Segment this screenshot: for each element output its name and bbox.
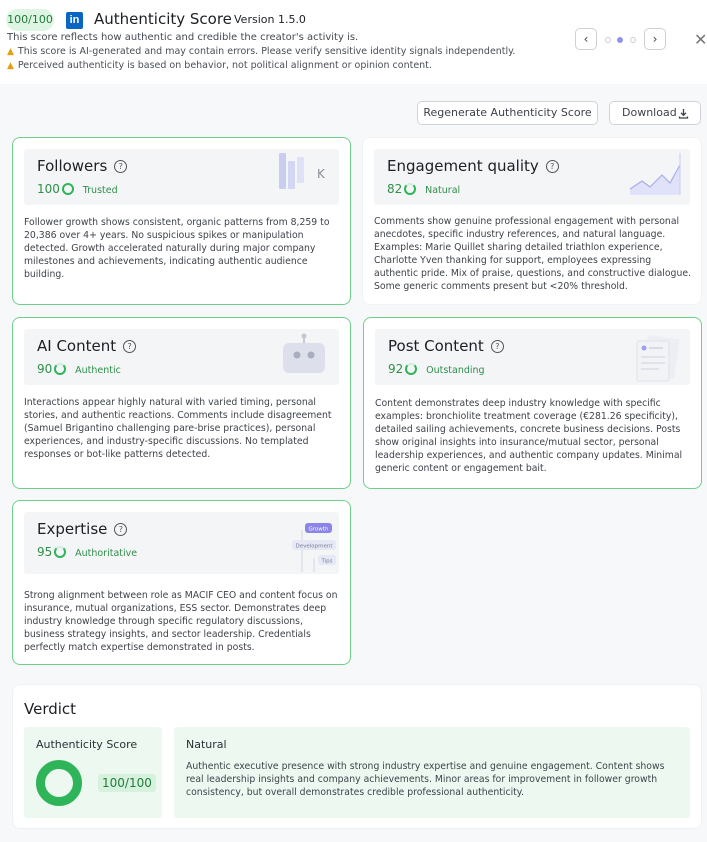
card-score: 90 Authentic	[37, 362, 121, 376]
followers-illustration-icon	[279, 153, 339, 193]
card-description: Comments show genuine professional engagement with personal anecdotes, specific industry references, and natural language. Examples: Marie Quillet sharing detailed triathlon experience, Charlotte Yven thanking for support, employees expressing authentic pride. Mix of praise, questions, and constructive dialogue. Some generic comments present but <20% threshold.	[374, 216, 692, 292]
card-score: 100 Trusted	[37, 182, 118, 196]
regenerate-button[interactable]: Regenerate Authenticity Score	[417, 101, 598, 125]
download-icon	[678, 108, 689, 119]
expertise-card-header	[24, 512, 339, 574]
svg-text:Development: Development	[295, 543, 333, 550]
verdict-section	[12, 684, 702, 829]
score-ring-icon	[404, 183, 416, 195]
robot-icon	[280, 333, 328, 377]
verdict-score-panel	[24, 727, 162, 818]
engagement-card	[362, 137, 702, 305]
score-ring-icon	[54, 546, 66, 558]
expertise-tree-illustration-icon	[278, 522, 338, 574]
card-description: Content demonstrates deep industry knowledge with specific examples: bronchiolite treatment coverage (€281.26 specificity), detailed sailing achievements, concrete business decisions. Posts show original insights into insurance/mutual sector, personal leadership experiences, and authentic company updates. Minimal generic content or engagement bait.	[375, 398, 683, 474]
followers-card-header	[24, 149, 339, 205]
warning-icon: ▲	[7, 47, 14, 57]
card-badge: Authoritative	[75, 548, 138, 559]
help-icon[interactable]: ?	[491, 340, 504, 353]
score-ring-icon	[54, 363, 66, 375]
download-label: Download	[622, 106, 677, 119]
document-pages-icon	[631, 335, 683, 385]
post-content-card-header	[375, 329, 690, 385]
page-title: Authenticity Score	[94, 10, 232, 28]
verdict-summary-panel	[174, 727, 690, 818]
score-ring-icon	[405, 363, 417, 375]
next-button[interactable]: ›	[644, 28, 666, 50]
card-title: Engagement quality ?	[387, 157, 559, 175]
page-dot-2-active[interactable]	[617, 37, 623, 43]
warning-icon: ▲	[7, 61, 14, 71]
header-bar	[0, 0, 707, 84]
engagement-chart-illustration-icon	[628, 153, 686, 197]
card-score: 82 Natural	[387, 182, 461, 196]
card-title: Expertise ?	[37, 520, 127, 538]
close-icon[interactable]: ✕	[694, 30, 707, 49]
card-score: 95 Authoritative	[37, 545, 138, 559]
score-ring-icon	[62, 183, 74, 195]
version-label: Version 1.5.0	[234, 13, 306, 26]
ai-content-card-header	[24, 329, 339, 385]
ai-content-card	[12, 317, 351, 489]
warning-text: Perceived authenticity is based on behavior, not political alignment or opinion content.	[17, 60, 432, 71]
page-dot-3[interactable]	[630, 37, 636, 43]
expertise-card	[12, 500, 351, 665]
card-badge: Natural	[425, 185, 461, 196]
page-dot-1[interactable]	[605, 37, 611, 43]
help-icon[interactable]: ?	[546, 160, 559, 173]
card-score: 92 Outstanding	[388, 362, 485, 376]
card-title: Post Content ?	[388, 337, 504, 355]
card-title: AI Content ?	[37, 337, 136, 355]
card-title: Followers ?	[37, 157, 127, 175]
card-description: Follower growth shows consistent, organic patterns from 8,259 to 20,386 over 4+ years. No suspicious spikes or manipulation detected. Growth accelerated naturally during major company milestones and achievements, indicating authentic audience building.	[24, 217, 330, 280]
post-content-card	[363, 317, 702, 489]
page-subtitle: This score reflects how authentic and credible the creator's activity is.	[7, 32, 359, 43]
help-icon[interactable]: ?	[123, 340, 136, 353]
svg-text:Tips: Tips	[321, 558, 333, 565]
prev-button[interactable]: ‹	[575, 28, 597, 50]
verdict-description: Authentic executive presence with strong industry expertise and genuine engagement. Content shows real leadership insights and company achievements. Minor areas for improvement in follower growth consistency, but overall demonstrates credible professional authenticity.	[186, 761, 665, 798]
card-description: Interactions appear highly natural with varied timing, personal stories, and authentic reactions. Comments include disagreement (Samuel Brigantino challenging pare-brise practices), personal experiences, and industry-specific discussions. No templated responses or bot-like patterns detected.	[24, 397, 332, 460]
warning-notice-1	[7, 46, 515, 57]
verdict-title: Verdict	[24, 700, 77, 718]
warning-notice-2	[7, 60, 432, 71]
engagement-card-header	[374, 149, 690, 205]
card-badge: Outstanding	[426, 365, 485, 376]
linkedin-icon: in	[66, 12, 83, 29]
help-icon[interactable]: ?	[114, 160, 127, 173]
warning-text: This score is AI-generated and may contain errors. Please verify sensitive identity signals independently.	[17, 46, 516, 57]
verdict-score-label: Authenticity Score	[36, 738, 138, 751]
verdict-status: Natural	[186, 738, 227, 751]
card-description: Strong alignment between role as MACIF CEO and content focus on insurance, mutual organizations, ESS sector. Demonstrates deep industry knowledge through specific regulatory discussions, business strategy insights, and sector leadership. Credentials perfectly match expertise demonstrated in posts.	[24, 590, 338, 653]
score-donut-icon	[36, 760, 82, 806]
download-button[interactable]	[609, 101, 701, 125]
verdict-score-value: 100/100	[98, 774, 156, 792]
card-badge: Authentic	[75, 365, 121, 376]
followers-card	[12, 137, 351, 305]
svg-text:K: K	[317, 167, 325, 181]
help-icon[interactable]: ?	[114, 523, 127, 536]
header-score-pill: 100/100	[6, 9, 54, 31]
card-badge: Trusted	[82, 185, 118, 196]
svg-text:Growth: Growth	[308, 526, 329, 533]
